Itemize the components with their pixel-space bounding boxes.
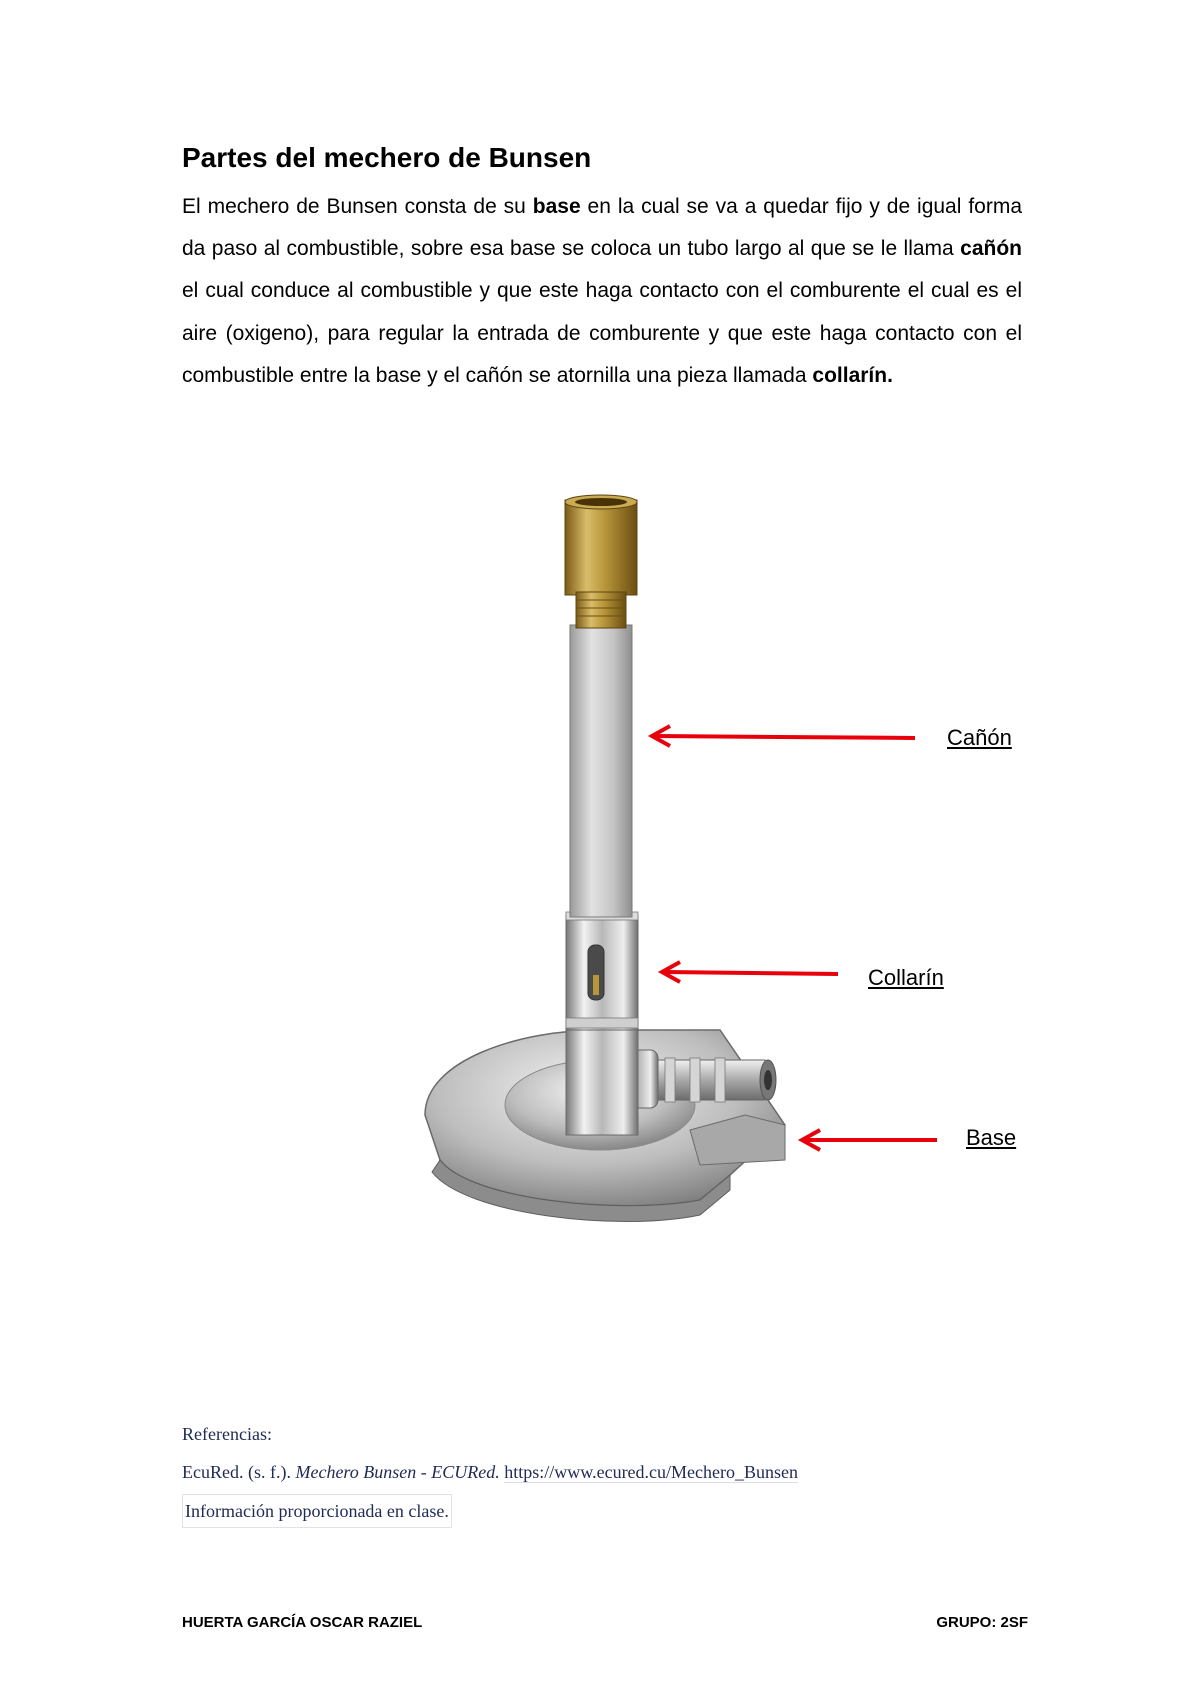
reference-note-row xyxy=(182,1494,798,1532)
citation-author: EcuRed. (s. f.). xyxy=(182,1462,296,1482)
page-title: Partes del mechero de Bunsen xyxy=(182,142,592,173)
footer-author: HUERTA GARCÍA OSCAR RAZIEL xyxy=(182,1614,423,1631)
citation-title: Mechero Bunsen - ECURed. xyxy=(295,1462,500,1482)
reference-citation xyxy=(182,1456,798,1494)
label-canon: Cañón xyxy=(947,725,1012,750)
gas-inlet-nozzle xyxy=(620,1050,776,1108)
references-heading: Referencias: xyxy=(182,1424,272,1444)
paragraph-text-2: en la cual se va a quedar fijo y de igual forma da paso al combustible, sobre esa base se coloca un tubo largo al que se le llama xyxy=(182,195,1022,261)
paragraph-text-3: el cual conduce al combustible y que este haga contacto con el comburente el cual es el aire (oxigeno), para regular la entrada de comburente y que este haga contacto con el combustible entre la base y el cañón se atornilla una pieza llamada xyxy=(182,279,1022,387)
term-base: base xyxy=(532,195,581,218)
burner-barrel xyxy=(570,625,632,917)
burner-stem xyxy=(566,1025,638,1135)
label-collarin: Collarín xyxy=(868,965,944,990)
term-canon: cañón xyxy=(960,237,1022,261)
term-collarin: collarín. xyxy=(812,363,893,387)
footer-group: GRUPO: 2SF xyxy=(936,1614,1028,1631)
citation-url[interactable]: https://www.ecured.cu/Mechero_Bunsen xyxy=(504,1462,799,1482)
brass-tip xyxy=(565,495,637,628)
description-paragraph xyxy=(182,186,1022,397)
reference-note: Información proporcionada en clase. xyxy=(182,1494,452,1528)
paragraph-text-1: El mechero de Bunsen consta de su xyxy=(182,195,533,218)
label-base: Base xyxy=(966,1125,1017,1150)
references-section xyxy=(182,1418,798,1532)
arrow-base xyxy=(802,1130,937,1150)
arrow-collarin xyxy=(662,962,838,982)
burner-base xyxy=(425,1030,785,1222)
arrow-canon xyxy=(652,726,915,746)
burner-collar xyxy=(566,912,638,1030)
